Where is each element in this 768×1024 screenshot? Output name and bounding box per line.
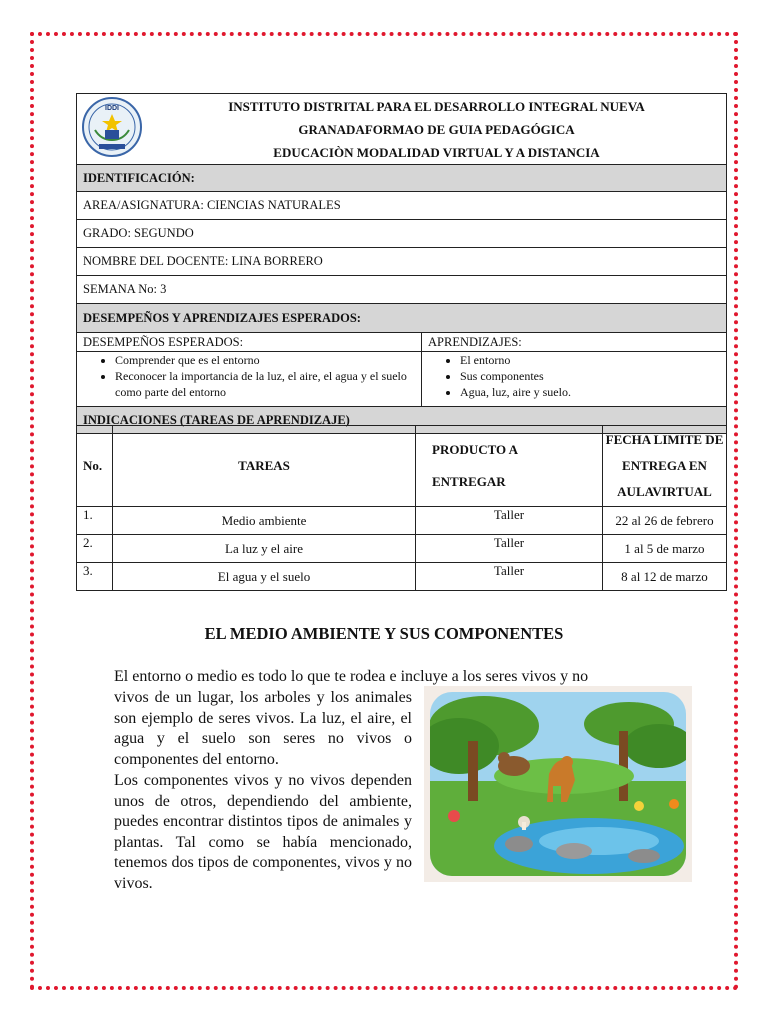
task-name: El agua y el suelo bbox=[113, 563, 416, 591]
nature-scene-illustration bbox=[424, 686, 692, 882]
list-item: • Agua, luz, aire y suelo. bbox=[460, 384, 726, 400]
intro-line: El entorno o medio es todo lo que te rodea e incluye a los seres vivos y no bbox=[114, 668, 589, 685]
col-producto-header bbox=[416, 426, 603, 507]
desempenos-esperados-label: DESEMPEÑOS ESPERADOS: bbox=[77, 333, 422, 352]
task-product: Taller bbox=[416, 535, 603, 563]
institution-title-line1: INSTITUTO DISTRITAL PARA EL DESARROLLO INTEGRAL NUEVA bbox=[228, 98, 645, 114]
list-item: • Comprender que es el entorno bbox=[115, 352, 421, 368]
paragraph-1: vivos de un lugar, los arboles y los animales son ejemplo de seres vivos. La luz, el aire, el agua y el suelo son seres no vivos o componentes del entorno. bbox=[114, 689, 412, 768]
institution-title-line3: EDUCACIÒN MODALIDAD VIRTUAL Y A DISTANCIA bbox=[273, 144, 600, 160]
list-item: • Sus componentes bbox=[460, 368, 726, 384]
institution-logo bbox=[81, 96, 143, 158]
task-product: Taller bbox=[416, 507, 603, 535]
paragraph-2: Los componentes vivos y no vivos dependen unos de otros, dependiendo del ambiente, puedes encontrar distintos tipos de animales y plantas. Tal como se había mencionado, tenemos dos tipos de componentes, vivos y no vivos. bbox=[114, 772, 412, 892]
task-name: Medio ambiente bbox=[113, 507, 416, 535]
task-no: 2. bbox=[77, 535, 113, 563]
task-deadline: 1 al 5 de marzo bbox=[603, 535, 727, 563]
identification-table bbox=[76, 93, 727, 434]
semana-field: SEMANA No: 3 bbox=[77, 276, 727, 304]
col-fecha-line3: AULAVIRTUAL bbox=[617, 484, 712, 499]
table-row bbox=[77, 563, 727, 591]
col-no-header: No. bbox=[77, 426, 113, 507]
section-title: EL MEDIO AMBIENTE Y SUS COMPONENTES bbox=[204, 624, 564, 643]
tasks-table bbox=[76, 425, 727, 591]
col-producto-line2: ENTREGAR bbox=[432, 474, 506, 489]
grado-field: GRADO: SEGUNDO bbox=[77, 220, 727, 248]
col-tareas-header: TAREAS bbox=[113, 426, 416, 507]
task-deadline: 22 al 26 de febrero bbox=[603, 507, 727, 535]
task-deadline: 8 al 12 de marzo bbox=[603, 563, 727, 591]
institution-title-line2: GRANADAFORMAO DE GUIA PEDAGÓGICA bbox=[298, 121, 575, 137]
desempenos-list bbox=[77, 352, 421, 400]
col-fecha-line2: ENTREGA EN bbox=[622, 458, 707, 473]
docente-field: NOMBRE DEL DOCENTE: LINA BORRERO bbox=[77, 248, 727, 276]
indicaciones-heading: INDICACIONES (TAREAS DE APRENDIZAJE) bbox=[77, 407, 727, 434]
identificacion-heading: IDENTIFICACIÓN: bbox=[77, 165, 727, 192]
list-item: • El entorno bbox=[460, 352, 726, 368]
col-producto-line1: PRODUCTO A bbox=[432, 442, 519, 457]
svg-text:IDDI: IDDI bbox=[105, 105, 119, 112]
desempenos-heading: DESEMPEÑOS Y APRENDIZAJES ESPERADOS: bbox=[77, 304, 727, 333]
desempenos-split-table bbox=[77, 333, 726, 406]
aprendizajes-label: APRENDIZAJES: bbox=[422, 333, 727, 352]
task-no: 1. bbox=[77, 507, 113, 535]
aprendizajes-list bbox=[422, 352, 726, 400]
task-no: 3. bbox=[77, 563, 113, 591]
table-row bbox=[77, 507, 727, 535]
col-fecha-line1: FECHA LIMITE DE bbox=[605, 432, 724, 447]
area-field: AREA/ASIGNATURA: CIENCIAS NATURALES bbox=[77, 192, 727, 220]
list-item: • Reconocer la importancia de la luz, el aire, el agua y el suelo como parte del entorno bbox=[115, 368, 421, 400]
institution-title-cell bbox=[77, 94, 727, 165]
task-product: Taller bbox=[416, 563, 603, 591]
task-name: La luz y el aire bbox=[113, 535, 416, 563]
table-row bbox=[77, 535, 727, 563]
col-fecha-header bbox=[603, 426, 727, 507]
